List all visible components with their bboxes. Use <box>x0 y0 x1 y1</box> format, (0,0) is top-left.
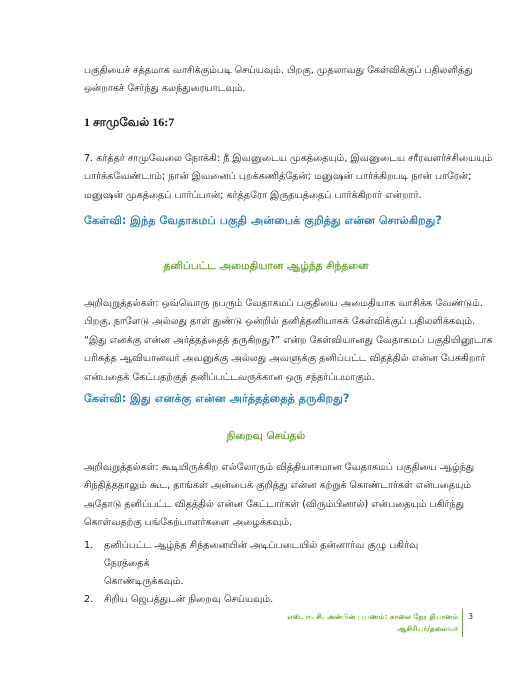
list-item <box>84 591 464 609</box>
text-line: கொண்டிருக்கவும். <box>104 576 184 587</box>
section-title-closing: நிறைவு செய்தல் <box>226 430 306 442</box>
footer-subtitle: ஆசிரியர்/தலைவர் <box>397 624 458 633</box>
text-line: “இது எனக்கு என்ன அர்த்தத்தைத் தருகிறது?” என்ற கேள்வியானது வேதாகமப் பகுதியினூடாக <box>84 334 493 346</box>
question-heading: கேள்வி: இது எனக்கு என்ன அர்த்தத்தைத் தருகிறது? <box>84 392 350 405</box>
text-line: ஒன்றாகச் சேர்ந்து கலந்துரையாடவும். <box>84 83 246 95</box>
text-line: பரிசுத்த ஆவியானவர் அவனுக்கு அல்லது அவளுக்கு தனிப்பட்ட விதத்தில் என்ன பேசுகிறார் <box>84 353 486 365</box>
text-line: அதோடு தனிப்பட்ட விதத்தில் என்ன கேட்டார்கள் (விரும்பினால்) என்பதையும் பகிர்ந்து <box>84 498 465 510</box>
text-line: அறிவுறுத்தல்கள்: ஒவ்வொரு நபரும் வேதாகமப் பகுதியை அமைதியாக வாசிக்க வேண்டும். <box>84 298 483 309</box>
list-number: 1. <box>84 540 94 551</box>
section-title-personal-reflection: தனிப்பட்ட அமைதியான ஆழ்ந்த சிந்தனை <box>163 260 369 272</box>
text-line: தனிப்பட்ட ஆழ்ந்த சிந்தனையின் அடிப்படையில் தன்னார்வ குழு பகிர்வு நேரத்தைக் <box>104 540 419 569</box>
text-line: என்பதைக் கேட்பதற்குத் தனிப்பட்டவருக்கான ஒரு சந்தர்ப்பமாகும். <box>84 371 375 383</box>
text-line: பார்க்கவேண்டாம்; நான் இவனைப் புறக்கணித்தேன்; மனுஷன் பார்க்கிறபடி நான் பாரேன்; <box>84 171 472 183</box>
list-number: 2. <box>84 594 94 605</box>
scripture-reference: 1 சாமுவேல் 16:7 <box>84 115 175 129</box>
instructions-paragraph <box>84 459 475 533</box>
text-line: சிறிய ஜெபத்துடன் நிறைவு செய்யவும். <box>104 594 274 605</box>
text-line: கொள்வதற்கு பங்கேற்பாளர்களை அழைக்கவும். <box>84 517 293 529</box>
question-heading: கேள்வி: இந்த வேதாகமப் பகுதி அன்பைக் குறித்து என்ன சொல்கிறது? <box>84 214 442 227</box>
steps-list <box>84 537 464 609</box>
text-line: மனுஷன் முகத்தைப் பார்ப்பான்; கர்த்தரோ இருதயத்தைப் பார்க்கிறார் என்றார். <box>84 189 422 201</box>
text-line: அறிவுறுத்தல்கள்: கூடியிருக்கிற எல்லோரும் வித்தியாசமான வேதாகமப் பகுதியை ஆழ்ந்து <box>84 462 475 473</box>
footer-title: எஸ். ஈ. சி. அன்பின் பயணம்: காலை நேர தியானம் <box>287 612 458 621</box>
footer-divider <box>462 609 463 637</box>
page-number: 3 <box>468 612 474 621</box>
text-line: 7. கர்த்தர் சாமுவேலை நோக்கி: நீ இவனுடைய முகத்தையும், இவனுடைய சரீரவளர்ச்சியையும் <box>84 153 493 164</box>
text-line: பகுதியைச் சத்தமாக வாசிக்கும்படி செய்யவும். பிறகு, முதலாவது கேள்விக்குப் பதிலளித்து <box>84 65 473 76</box>
page-footer <box>287 611 458 635</box>
text-line: பிறகு, நாளேடு அல்லது தாள் துண்டு ஒன்றில் தனித்தனியாகக் கேள்விக்குப் பதிலளிக்கவும். <box>84 316 476 328</box>
text-line: சிந்தித்ததாலும் கூட, தாங்கள் அன்பைக் குறித்து என்ன கற்றுக் கொண்டார்கள் என்பதையும் <box>84 480 472 492</box>
list-item <box>84 537 464 591</box>
scripture-text <box>84 150 493 205</box>
instructions-paragraph <box>84 295 493 387</box>
intro-paragraph <box>84 62 473 99</box>
